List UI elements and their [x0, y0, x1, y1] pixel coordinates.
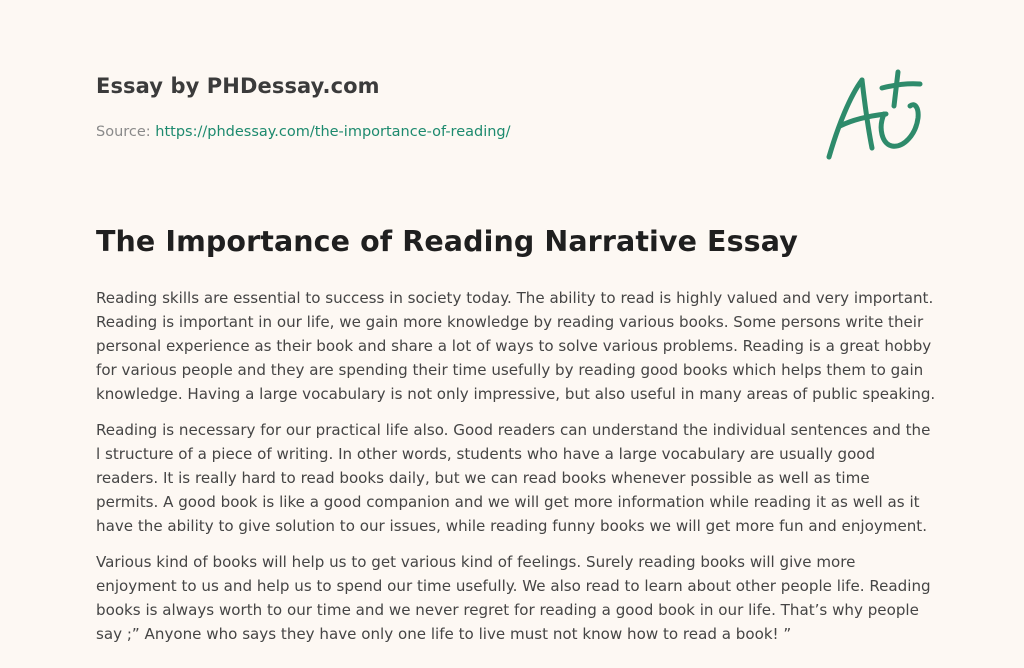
source-link[interactable]: https://phdessay.com/the-importance-of-reading/	[155, 124, 511, 140]
essay-body	[96, 286, 936, 658]
site-brand: Essay by PHDessay.com	[96, 74, 380, 98]
a-plus-grade-icon	[820, 66, 928, 166]
essay-paragraph: Reading is necessary for our practical life also. Good readers can understand the individual sentences and the l structure of a piece of writing. In other words, students who have a large vocabulary are usually good readers. It is really hard to read books daily, but we can read books whenever possible as well as time permits. A good book is like a good companion and we will get more information while reading it as well as it have the ability to give solution to our issues, while reading funny books we will get more fun and enjoyment.	[96, 421, 931, 535]
source-line	[96, 124, 511, 140]
source-label: Source:	[96, 124, 156, 140]
essay-title: The Importance of Reading Narrative Essay	[96, 225, 798, 258]
essay-paragraph: Various kind of books will help us to get various kind of feelings. Surely reading books will give more enjoyment to us and help us to spend our time usefully. We also read to learn about other people life. Reading books is always worth to our time and we never regret for reading a good book in our life. That’s why people say ;” Anyone who says they have only one life to live must not know how to read a book! ”	[96, 553, 931, 643]
essay-paragraph: Reading skills are essential to success in society today. The ability to read is highly valued and very important. Reading is important in our life, we gain more knowledge by reading various books. Some persons write their personal experience as their book and share a lot of ways to solve various problems. Reading is a great hobby for various people and they are spending their time usefully by reading good books which helps them to gain knowledge. Having a large vocabulary is not only impressive, but also useful in many areas of public speaking.	[96, 289, 936, 403]
